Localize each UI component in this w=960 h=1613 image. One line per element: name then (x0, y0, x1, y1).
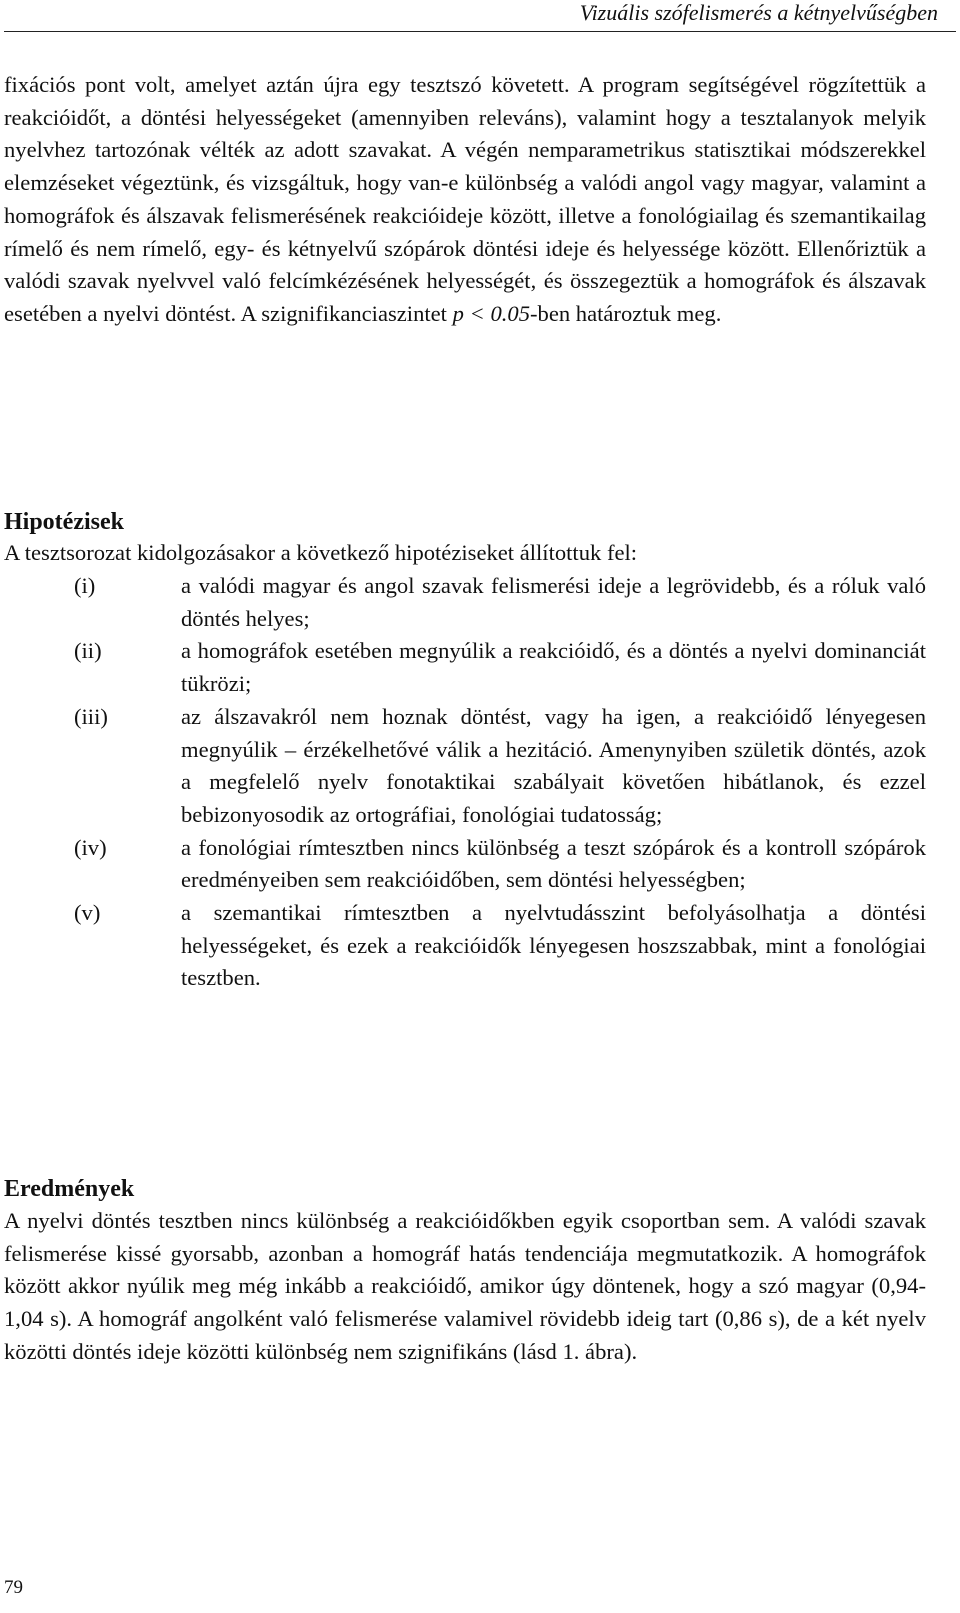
hypothesis-number: (iii) (74, 703, 108, 729)
methods-paragraph (4, 69, 926, 331)
significance-level: p < 0.05 (452, 300, 530, 326)
hypothesis-text: a fonológiai rímtesztben nincs különbség a teszt szópárok és a kontroll szópárok eredményeiben sem reakcióidőben, sem döntési helyességben; (181, 834, 926, 893)
running-header: Vizuális szófelismerés a kétnyelvűségben (579, 0, 938, 25)
results-paragraph: A nyelvi döntés tesztben nincs különbség a reakcióidőkben egyik csoportban sem. A valódi szavak felismerése kissé gyorsabb, azonban a homográf hatás tendenciája megmutatkozik. A homográfok között akkor nyúlik meg még inkább a reakcióidő, amikor úgy döntenek, hogy a szó magyar (0,94-1,04 s). A homográf angolként való felismerése valamivel rövidebb ideig tart (0,86 s), de a két nyelv közötti döntés ideje közötti különbség nem szignifikáns (lásd 1. ábra). (4, 1208, 926, 1364)
hypothesis-text: a homográfok esetében megnyúlik a reakcióidő, és a döntés a nyelvi dominanciát tükrözi; (181, 638, 926, 697)
hypothesis-number: (iv) (74, 834, 107, 860)
results-heading: Eredmények (4, 1176, 135, 1202)
hypothesis-item (4, 570, 926, 635)
hypothesis-number: (ii) (74, 638, 102, 664)
methods-text: fixációs pont volt, amelyet aztán újra egy tesztszó követett. A program segítségével rögzítettük a reakcióidőt, a döntési helyességeket (amennyiben releváns), valamint hogy a tesztalanyok melyik nyelvhez tartozónak vélték az adott szavakat. A végén nemparametrikus statisztikai módszerekkel elemzéseket végeztünk, és vizsgáltuk, hogy van-e különbség a valódi angol vagy magyar, valamint a homográfok és álszavak felismerésének reakcióideje között, illetve a fonológiailag és szemantikailag rímelő és nem rímelő, egy- és kétnyelvű szópárok döntési ideje és helyessége között. Ellenőriztük a valódi szavak nyelvvel való felcímkézésének helyességét, és összegeztük a homográfok és álszavak esetében a nyelvi döntést. A szignifikanciaszintet (4, 72, 926, 326)
hypothesis-item (4, 832, 926, 897)
hypothesis-text: a valódi magyar és angol szavak felismerési ideje a legrövidebb, és a róluk való döntés helyes; (181, 573, 926, 631)
hypotheses-intro: A tesztsorozat kidolgozásakor a következő hipotéziseket állítottuk fel: (4, 540, 638, 565)
hypothesis-number: (v) (74, 900, 101, 926)
page-number: 79 (4, 1577, 23, 1598)
hypothesis-item (4, 701, 926, 832)
hypothesis-text: az álszavakról nem hoznak döntést, vagy ha igen, a reakcióidő lényegesen megnyúlik – érzékelhetővé válik a hezitáció. Amenynyiben születik döntés, azok a megfelelő nyelv fonotaktikai szabályait követően hibátlanok, és ezzel bebizonyosodik az ortográfiai, fonológiai tudatosság; (181, 703, 926, 827)
hypothesis-number: (i) (74, 573, 96, 598)
header-rule (4, 31, 956, 32)
hypothesis-item (4, 897, 926, 995)
hypothesis-item (4, 635, 926, 700)
methods-text-end: -ben határoztuk meg. (530, 300, 722, 326)
hypotheses-list (4, 570, 926, 995)
hypothesis-text: a szemantikai rímtesztben a nyelvtudásszint befolyásolhatja a döntési helyességeket, és ezek a reakcióidők lényegesen hoszszabbak, mint a fonológiai tesztben. (181, 900, 926, 991)
hypotheses-heading: Hipotézisek (4, 509, 124, 535)
